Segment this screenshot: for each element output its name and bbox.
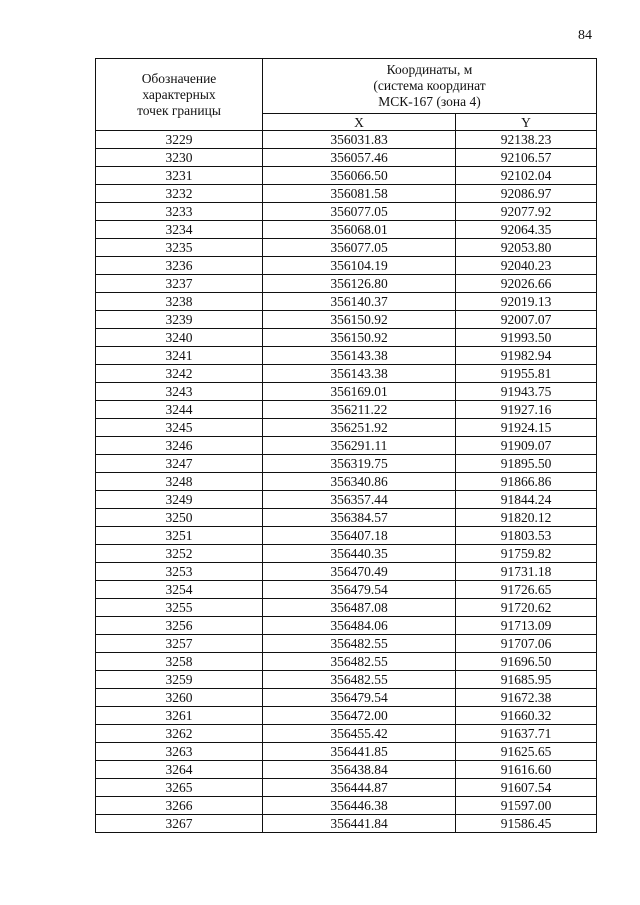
y-coordinate-cell: 92077.92	[456, 203, 597, 221]
table-row	[96, 779, 597, 797]
point-id-cell: 3242	[96, 365, 263, 383]
table-row	[96, 797, 597, 815]
x-coordinate-cell: 356470.49	[263, 563, 456, 581]
y-coordinate-cell: 91909.07	[456, 437, 597, 455]
table-row	[96, 329, 597, 347]
point-id-cell: 3248	[96, 473, 263, 491]
y-coordinate-cell: 92086.97	[456, 185, 597, 203]
y-coordinate-cell: 92138.23	[456, 131, 597, 149]
table-row	[96, 491, 597, 509]
x-coordinate-cell: 356251.92	[263, 419, 456, 437]
table-row	[96, 509, 597, 527]
point-id-cell: 3235	[96, 239, 263, 257]
point-id-cell: 3259	[96, 671, 263, 689]
table-row	[96, 527, 597, 545]
point-id-cell: 3252	[96, 545, 263, 563]
table-row	[96, 149, 597, 167]
y-coordinate-cell: 91720.62	[456, 599, 597, 617]
point-id-cell: 3257	[96, 635, 263, 653]
table-row	[96, 473, 597, 491]
table-row	[96, 815, 597, 833]
x-column-header: X	[263, 114, 456, 131]
table-row	[96, 653, 597, 671]
x-coordinate-cell: 356140.37	[263, 293, 456, 311]
point-id-cell: 3260	[96, 689, 263, 707]
point-id-cell: 3241	[96, 347, 263, 365]
x-coordinate-cell: 356441.85	[263, 743, 456, 761]
y-coordinate-cell: 91820.12	[456, 509, 597, 527]
y-coordinate-cell: 91982.94	[456, 347, 597, 365]
y-coordinate-cell: 91672.38	[456, 689, 597, 707]
point-label-line-2: характерных	[142, 86, 216, 102]
x-coordinate-cell: 356384.57	[263, 509, 456, 527]
point-id-cell: 3263	[96, 743, 263, 761]
y-coordinate-cell: 92102.04	[456, 167, 597, 185]
y-coordinate-cell: 91685.95	[456, 671, 597, 689]
table-row	[96, 671, 597, 689]
y-coordinate-cell: 91607.54	[456, 779, 597, 797]
table-row	[96, 725, 597, 743]
x-coordinate-cell: 356081.58	[263, 185, 456, 203]
point-id-cell: 3231	[96, 167, 263, 185]
point-id-cell: 3267	[96, 815, 263, 833]
y-coordinate-cell: 91943.75	[456, 383, 597, 401]
x-coordinate-cell: 356143.38	[263, 347, 456, 365]
point-id-cell: 3258	[96, 653, 263, 671]
table-row	[96, 419, 597, 437]
x-coordinate-cell: 356440.35	[263, 545, 456, 563]
table-row	[96, 293, 597, 311]
y-coordinate-cell: 92106.57	[456, 149, 597, 167]
y-coordinate-cell: 91927.16	[456, 401, 597, 419]
point-id-cell: 3233	[96, 203, 263, 221]
x-coordinate-cell: 356357.44	[263, 491, 456, 509]
table-row	[96, 185, 597, 203]
x-coordinate-cell: 356455.42	[263, 725, 456, 743]
coord-header-line-3: МСК-167 (зона 4)	[378, 94, 481, 109]
table-row	[96, 167, 597, 185]
table-row	[96, 599, 597, 617]
y-coordinate-cell: 91597.00	[456, 797, 597, 815]
point-id-cell: 3232	[96, 185, 263, 203]
y-coordinate-cell: 91759.82	[456, 545, 597, 563]
point-id-cell: 3238	[96, 293, 263, 311]
point-id-cell: 3230	[96, 149, 263, 167]
point-id-cell: 3229	[96, 131, 263, 149]
x-coordinate-cell: 356211.22	[263, 401, 456, 419]
x-coordinate-cell: 356438.84	[263, 761, 456, 779]
coordinates-table	[95, 58, 597, 833]
x-coordinate-cell: 356472.00	[263, 707, 456, 725]
table-row	[96, 617, 597, 635]
coordinates-header	[263, 59, 597, 114]
point-id-cell: 3255	[96, 599, 263, 617]
x-coordinate-cell: 356441.84	[263, 815, 456, 833]
page-number: 84	[578, 28, 592, 43]
table-row	[96, 347, 597, 365]
x-coordinate-cell: 356446.38	[263, 797, 456, 815]
table-row	[96, 437, 597, 455]
x-coordinate-cell: 356169.01	[263, 383, 456, 401]
point-id-cell: 3234	[96, 221, 263, 239]
table-row	[96, 743, 597, 761]
x-coordinate-cell: 356487.08	[263, 599, 456, 617]
y-coordinate-cell: 91726.65	[456, 581, 597, 599]
table-row	[96, 365, 597, 383]
y-coordinate-cell: 91713.09	[456, 617, 597, 635]
x-coordinate-cell: 356104.19	[263, 257, 456, 275]
coord-header-line-1: Координаты, м	[386, 62, 473, 77]
y-coordinate-cell: 91803.53	[456, 527, 597, 545]
table-row	[96, 707, 597, 725]
point-id-cell: 3262	[96, 725, 263, 743]
point-id-cell: 3266	[96, 797, 263, 815]
point-label-line-1: Обозначение	[141, 70, 217, 86]
y-coordinate-cell: 91637.71	[456, 725, 597, 743]
x-coordinate-cell: 356479.54	[263, 689, 456, 707]
coord-header-line-2: (система координат	[373, 78, 486, 93]
y-coordinate-cell: 91924.15	[456, 419, 597, 437]
point-id-cell: 3261	[96, 707, 263, 725]
x-coordinate-cell: 356482.55	[263, 653, 456, 671]
x-coordinate-cell: 356482.55	[263, 635, 456, 653]
x-coordinate-cell: 356482.55	[263, 671, 456, 689]
point-id-cell: 3256	[96, 617, 263, 635]
y-coordinate-cell: 92040.23	[456, 257, 597, 275]
point-label-header	[96, 59, 263, 131]
table-row	[96, 275, 597, 293]
x-coordinate-cell: 356068.01	[263, 221, 456, 239]
table-row	[96, 581, 597, 599]
x-coordinate-cell: 356479.54	[263, 581, 456, 599]
x-coordinate-cell: 356143.38	[263, 365, 456, 383]
x-coordinate-cell: 356150.92	[263, 329, 456, 347]
y-coordinate-cell: 91696.50	[456, 653, 597, 671]
y-coordinate-cell: 91955.81	[456, 365, 597, 383]
table-row	[96, 383, 597, 401]
point-id-cell: 3265	[96, 779, 263, 797]
point-id-cell: 3253	[96, 563, 263, 581]
y-coordinate-cell: 92019.13	[456, 293, 597, 311]
point-id-cell: 3236	[96, 257, 263, 275]
x-coordinate-cell: 356126.80	[263, 275, 456, 293]
point-id-cell: 3239	[96, 311, 263, 329]
y-coordinate-cell: 91616.60	[456, 761, 597, 779]
x-coordinate-cell: 356340.86	[263, 473, 456, 491]
point-id-cell: 3251	[96, 527, 263, 545]
point-label-line-3: точек границы	[137, 102, 221, 118]
table-row	[96, 257, 597, 275]
point-id-cell: 3247	[96, 455, 263, 473]
y-coordinate-cell: 92007.07	[456, 311, 597, 329]
y-coordinate-cell: 91866.86	[456, 473, 597, 491]
table-header-row	[96, 59, 597, 114]
point-id-cell: 3246	[96, 437, 263, 455]
y-coordinate-cell: 92026.66	[456, 275, 597, 293]
table-row	[96, 401, 597, 419]
y-coordinate-cell: 92053.80	[456, 239, 597, 257]
table-row	[96, 761, 597, 779]
x-coordinate-cell: 356057.46	[263, 149, 456, 167]
x-coordinate-cell: 356150.92	[263, 311, 456, 329]
point-id-cell: 3243	[96, 383, 263, 401]
table-body	[96, 131, 597, 833]
y-coordinate-cell: 91895.50	[456, 455, 597, 473]
table-row	[96, 455, 597, 473]
table-row	[96, 203, 597, 221]
table-row	[96, 239, 597, 257]
x-coordinate-cell: 356444.87	[263, 779, 456, 797]
point-id-cell: 3249	[96, 491, 263, 509]
table-row	[96, 635, 597, 653]
point-id-cell: 3245	[96, 419, 263, 437]
table-row	[96, 221, 597, 239]
y-coordinate-cell: 91993.50	[456, 329, 597, 347]
point-id-cell: 3264	[96, 761, 263, 779]
x-coordinate-cell: 356077.05	[263, 203, 456, 221]
x-coordinate-cell: 356291.11	[263, 437, 456, 455]
table-row	[96, 563, 597, 581]
y-coordinate-cell: 91707.06	[456, 635, 597, 653]
y-coordinate-cell: 91586.45	[456, 815, 597, 833]
point-id-cell: 3254	[96, 581, 263, 599]
point-id-cell: 3240	[96, 329, 263, 347]
table-row	[96, 689, 597, 707]
table-row	[96, 311, 597, 329]
x-coordinate-cell: 356319.75	[263, 455, 456, 473]
y-coordinate-cell: 91625.65	[456, 743, 597, 761]
y-coordinate-cell: 91844.24	[456, 491, 597, 509]
y-coordinate-cell: 91660.32	[456, 707, 597, 725]
y-column-header: Y	[456, 114, 597, 131]
point-id-cell: 3250	[96, 509, 263, 527]
point-id-cell: 3237	[96, 275, 263, 293]
table-row	[96, 131, 597, 149]
table-row	[96, 545, 597, 563]
x-coordinate-cell: 356407.18	[263, 527, 456, 545]
x-coordinate-cell: 356077.05	[263, 239, 456, 257]
x-coordinate-cell: 356484.06	[263, 617, 456, 635]
point-id-cell: 3244	[96, 401, 263, 419]
y-coordinate-cell: 91731.18	[456, 563, 597, 581]
x-coordinate-cell: 356066.50	[263, 167, 456, 185]
y-coordinate-cell: 92064.35	[456, 221, 597, 239]
x-coordinate-cell: 356031.83	[263, 131, 456, 149]
